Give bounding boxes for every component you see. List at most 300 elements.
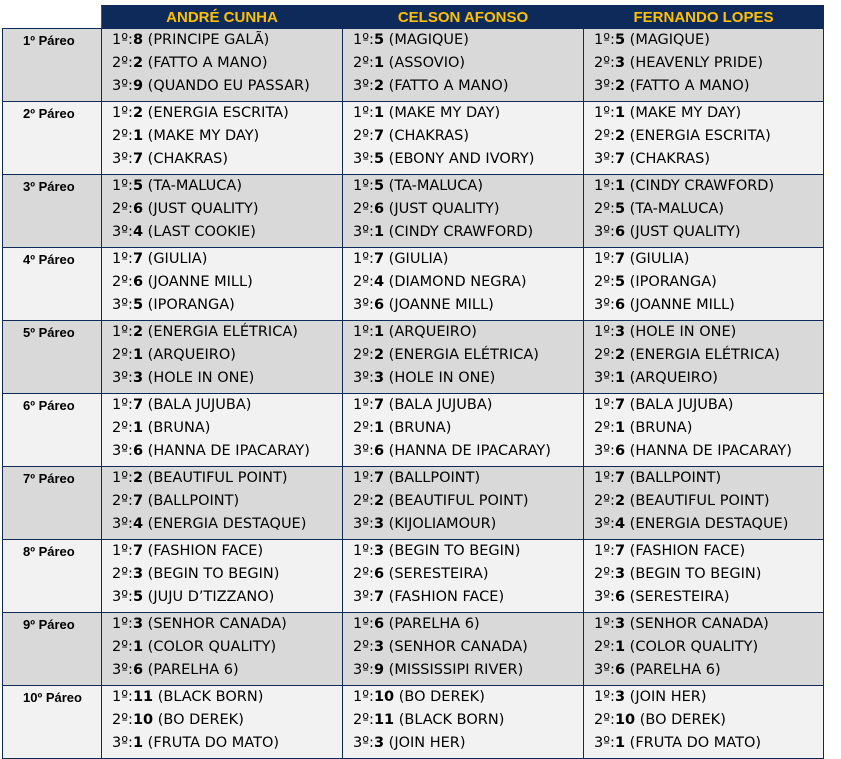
horse-number: 3: [132, 370, 144, 386]
horse-number: 3: [373, 543, 385, 559]
horse-name: (HEAVENLY PRIDE): [629, 55, 763, 71]
horse-number: 3: [373, 370, 385, 386]
place-label: 1º:: [112, 543, 133, 559]
horse-number: 1: [373, 224, 385, 240]
pick-line: [343, 175, 583, 198]
pick-cell: [584, 102, 824, 175]
pick-line: [102, 563, 342, 586]
pick-line: [343, 394, 583, 417]
pick-line: [584, 294, 823, 317]
race-row: [3, 686, 824, 759]
pick-line: [584, 52, 823, 75]
pick-line: [343, 75, 583, 98]
pick-line: [343, 490, 583, 513]
horse-name: (HANNA DE IPACARAY): [629, 443, 792, 459]
horse-name: (FRUTA DO MATO): [629, 735, 762, 751]
pick-line: [343, 440, 583, 463]
place-label: 3º:: [594, 151, 615, 167]
pick-line: [102, 613, 342, 636]
place-label: 3º:: [112, 735, 133, 751]
pick-cell: [343, 102, 584, 175]
place-label: 2º:: [353, 712, 374, 728]
pick-line: [584, 586, 823, 609]
pick-line: [584, 344, 823, 367]
pick-line: [343, 709, 583, 732]
horse-number: 7: [373, 470, 385, 486]
horse-name: (BLACK BORN): [398, 712, 505, 728]
race-label: 3º Páreo: [3, 175, 102, 248]
place-label: 1º:: [594, 324, 615, 340]
place-label: 3º:: [594, 224, 615, 240]
horse-number: 1: [373, 420, 385, 436]
pick-line: [102, 417, 342, 440]
place-label: 2º:: [594, 493, 615, 509]
pick-line: [584, 175, 823, 198]
pick-cell: [343, 175, 584, 248]
pick-line: [584, 636, 823, 659]
horse-name: (ENERGIA ESCRITA): [147, 105, 289, 121]
pick-cell: [102, 540, 343, 613]
horse-number: 2: [373, 78, 385, 94]
race-label: 4º Páreo: [3, 248, 102, 321]
pick-line: [584, 709, 823, 732]
place-label: 1º:: [353, 324, 374, 340]
horse-number: 7: [614, 470, 626, 486]
pick-line: [102, 148, 342, 171]
pick-line: [102, 248, 342, 271]
horse-number: 6: [614, 589, 626, 605]
horse-number: 10: [614, 712, 636, 728]
place-label: 1º:: [353, 689, 374, 705]
horse-name: (CHAKRAS): [388, 128, 470, 144]
place-label: 1º:: [353, 397, 374, 413]
horse-number: 7: [373, 128, 385, 144]
horse-name: (HOLE IN ONE): [629, 324, 737, 340]
horse-number: 1: [132, 639, 144, 655]
horse-name: (HOLE IN ONE): [388, 370, 496, 386]
pick-line: [584, 490, 823, 513]
place-label: 1º:: [112, 32, 133, 48]
horse-number: 7: [614, 151, 626, 167]
pick-cell: [584, 613, 824, 686]
place-label: 1º:: [353, 251, 374, 267]
tips-table-container: [2, 5, 824, 759]
place-label: 2º:: [112, 493, 133, 509]
place-label: 1º:: [353, 178, 374, 194]
race-row: [3, 29, 824, 102]
place-label: 1º:: [353, 616, 374, 632]
place-label: 1º:: [112, 105, 133, 121]
pick-cell: [102, 102, 343, 175]
horse-name: (JOANNE MILL): [629, 297, 735, 313]
pick-cell: [343, 321, 584, 394]
race-label: 8º Páreo: [3, 540, 102, 613]
header-corner: [3, 6, 102, 29]
place-label: 3º:: [594, 78, 615, 94]
place-label: 3º:: [353, 370, 374, 386]
horse-name: (COLOR QUALITY): [147, 639, 277, 655]
place-label: 2º:: [594, 274, 615, 290]
horse-name: (GIULIA): [388, 251, 449, 267]
place-label: 2º:: [353, 566, 374, 582]
place-label: 3º:: [594, 516, 615, 532]
place-label: 2º:: [112, 420, 133, 436]
horse-number: 1: [373, 324, 385, 340]
horse-name: (SENHOR CANADA): [629, 616, 769, 632]
pick-line: [102, 175, 342, 198]
place-label: 2º:: [353, 201, 374, 217]
pick-line: [343, 540, 583, 563]
horse-name: (BO DEREK): [639, 712, 726, 728]
horse-name: (ARQUEIRO): [629, 370, 718, 386]
horse-name: (HOLE IN ONE): [147, 370, 255, 386]
place-label: 3º:: [112, 443, 133, 459]
horse-number: 2: [132, 470, 144, 486]
place-label: 3º:: [112, 589, 133, 605]
horse-number: 3: [614, 55, 626, 71]
pick-line: [343, 367, 583, 390]
pick-cell: [102, 175, 343, 248]
horse-number: 5: [614, 274, 626, 290]
horse-number: 7: [614, 543, 626, 559]
horse-number: 1: [132, 347, 144, 363]
horse-number: 2: [614, 347, 626, 363]
horse-name: (MISSISSIPI RIVER): [388, 662, 524, 678]
place-label: 1º:: [594, 178, 615, 194]
horse-number: 3: [614, 616, 626, 632]
horse-number: 6: [132, 443, 144, 459]
pick-line: [584, 563, 823, 586]
place-label: 2º:: [594, 566, 615, 582]
horse-number: 1: [373, 105, 385, 121]
horse-number: 3: [373, 639, 385, 655]
horse-name: (JUST QUALITY): [629, 224, 741, 240]
place-label: 2º:: [112, 712, 133, 728]
pick-cell: [102, 29, 343, 102]
pick-line: [584, 467, 823, 490]
horse-name: (TA-MALUCA): [388, 178, 483, 194]
race-row: [3, 248, 824, 321]
place-label: 3º:: [353, 78, 374, 94]
pick-line: [584, 198, 823, 221]
pick-line: [584, 686, 823, 709]
horse-name: (FASHION FACE): [388, 589, 505, 605]
horse-name: (ENERGIA DESTAQUE): [629, 516, 789, 532]
pick-line: [102, 686, 342, 709]
horse-name: (SENHOR CANADA): [388, 639, 528, 655]
horse-number: 8: [132, 32, 144, 48]
horse-number: 6: [614, 662, 626, 678]
pick-line: [584, 613, 823, 636]
horse-name: (FATTO A MANO): [388, 78, 509, 94]
pick-cell: [343, 540, 584, 613]
place-label: 2º:: [594, 420, 615, 436]
pick-line: [343, 102, 583, 125]
race-row: [3, 102, 824, 175]
pick-line: [584, 417, 823, 440]
horse-name: (BLACK BORN): [157, 689, 264, 705]
horse-number: 3: [132, 616, 144, 632]
horse-name: (SERESTEIRA): [629, 589, 730, 605]
place-label: 1º:: [594, 616, 615, 632]
pick-cell: [343, 394, 584, 467]
horse-number: 7: [132, 397, 144, 413]
header-celson-afonso: CELSON AFONSO: [343, 6, 584, 29]
horse-number: 2: [373, 493, 385, 509]
pick-line: [343, 148, 583, 171]
place-label: 3º:: [594, 589, 615, 605]
pick-line: [102, 294, 342, 317]
place-label: 2º:: [112, 347, 133, 363]
pick-line: [584, 271, 823, 294]
place-label: 3º:: [353, 443, 374, 459]
horse-name: (JOANNE MILL): [147, 274, 253, 290]
pick-line: [343, 198, 583, 221]
pick-line: [343, 294, 583, 317]
pick-line: [102, 394, 342, 417]
place-label: 3º:: [594, 443, 615, 459]
horse-name: (GIULIA): [629, 251, 690, 267]
place-label: 1º:: [353, 32, 374, 48]
pick-cell: [102, 394, 343, 467]
horse-name: (BEGIN TO BEGIN): [388, 543, 521, 559]
pick-line: [343, 513, 583, 536]
horse-name: (CINDY CRAWFORD): [388, 224, 534, 240]
pick-line: [102, 513, 342, 536]
place-label: 3º:: [112, 370, 133, 386]
horse-number: 1: [373, 55, 385, 71]
horse-number: 2: [614, 493, 626, 509]
horse-number: 5: [373, 32, 385, 48]
horse-number: 7: [132, 251, 144, 267]
horse-number: 2: [614, 78, 626, 94]
place-label: 2º:: [353, 274, 374, 290]
place-label: 2º:: [112, 274, 133, 290]
pick-line: [343, 248, 583, 271]
horse-name: (PARELHA 6): [629, 662, 721, 678]
pick-line: [584, 732, 823, 755]
pick-line: [584, 29, 823, 52]
pick-line: [102, 271, 342, 294]
pick-line: [102, 586, 342, 609]
pick-line: [343, 467, 583, 490]
horse-name: (DIAMOND NEGRA): [388, 274, 527, 290]
horse-name: (JUJU D’TIZZANO): [147, 589, 275, 605]
pick-line: [343, 563, 583, 586]
horse-name: (BEAUTIFUL POINT): [388, 493, 529, 509]
pick-line: [102, 29, 342, 52]
pick-cell: [343, 686, 584, 759]
pick-line: [102, 709, 342, 732]
horse-number: 1: [614, 420, 626, 436]
horse-name: (FASHION FACE): [629, 543, 746, 559]
place-label: 3º:: [353, 589, 374, 605]
horse-number: 6: [373, 566, 385, 582]
place-label: 1º:: [112, 397, 133, 413]
horse-number: 6: [373, 616, 385, 632]
horse-name: (BALLPOINT): [388, 470, 481, 486]
horse-number: 1: [614, 370, 626, 386]
race-row: [3, 467, 824, 540]
horse-name: (JOIN HER): [388, 735, 466, 751]
horse-number: 3: [614, 689, 626, 705]
horse-number: 9: [373, 662, 385, 678]
pick-line: [343, 613, 583, 636]
pick-line: [343, 586, 583, 609]
race-label: 10º Páreo: [3, 686, 102, 759]
horse-number: 7: [373, 397, 385, 413]
pick-cell: [343, 248, 584, 321]
pick-line: [584, 513, 823, 536]
pick-line: [102, 636, 342, 659]
place-label: 2º:: [353, 639, 374, 655]
pick-cell: [584, 394, 824, 467]
horse-number: 3: [614, 324, 626, 340]
pick-line: [102, 467, 342, 490]
horse-name: (IPORANGA): [629, 274, 717, 290]
horse-name: (COLOR QUALITY): [629, 639, 759, 655]
place-label: 1º:: [594, 105, 615, 121]
race-row: [3, 321, 824, 394]
horse-number: 1: [614, 105, 626, 121]
race-label: 2º Páreo: [3, 102, 102, 175]
pick-line: [102, 659, 342, 682]
pick-cell: [102, 321, 343, 394]
place-label: 3º:: [353, 151, 374, 167]
place-label: 1º:: [112, 689, 133, 705]
place-label: 1º:: [594, 397, 615, 413]
horse-number: 4: [373, 274, 385, 290]
pick-line: [343, 125, 583, 148]
horse-name: (ENERGIA DESTAQUE): [147, 516, 307, 532]
horse-name: (EBONY AND IVORY): [388, 151, 535, 167]
pick-line: [102, 221, 342, 244]
tips-table: [2, 5, 824, 759]
horse-number: 5: [132, 589, 144, 605]
place-label: 3º:: [594, 662, 615, 678]
horse-number: 5: [373, 178, 385, 194]
horse-number: 1: [132, 735, 144, 751]
pick-line: [343, 417, 583, 440]
place-label: 2º:: [594, 639, 615, 655]
horse-name: (MAKE MY DAY): [147, 128, 260, 144]
pick-line: [584, 148, 823, 171]
race-row: [3, 394, 824, 467]
horse-name: (TA-MALUCA): [629, 201, 724, 217]
place-label: 1º:: [594, 251, 615, 267]
place-label: 2º:: [594, 712, 615, 728]
race-label: 6º Páreo: [3, 394, 102, 467]
place-label: 3º:: [353, 662, 374, 678]
horse-name: (SERESTEIRA): [388, 566, 489, 582]
horse-number: 5: [132, 297, 144, 313]
race-label: 1º Páreo: [3, 29, 102, 102]
horse-name: (ENERGIA ELÉTRICA): [388, 347, 539, 363]
horse-number: 2: [614, 128, 626, 144]
horse-name: (ARQUEIRO): [147, 347, 236, 363]
place-label: 3º:: [112, 151, 133, 167]
horse-number: 4: [132, 224, 144, 240]
horse-number: 9: [132, 78, 144, 94]
pick-line: [343, 321, 583, 344]
horse-number: 7: [373, 251, 385, 267]
horse-number: 3: [373, 735, 385, 751]
horse-number: 2: [132, 55, 144, 71]
place-label: 2º:: [594, 55, 615, 71]
horse-number: 6: [132, 201, 144, 217]
horse-name: (MAKE MY DAY): [629, 105, 742, 121]
pick-cell: [102, 613, 343, 686]
pick-line: [584, 540, 823, 563]
place-label: 3º:: [353, 735, 374, 751]
horse-name: (GIULIA): [147, 251, 208, 267]
horse-number: 7: [132, 543, 144, 559]
pick-line: [343, 732, 583, 755]
horse-number: 3: [373, 516, 385, 532]
horse-name: (CHAKRAS): [629, 151, 711, 167]
horse-name: (PRINCIPE GALÃ): [147, 32, 270, 48]
pick-cell: [343, 613, 584, 686]
horse-number: 11: [132, 689, 154, 705]
pick-line: [343, 686, 583, 709]
horse-number: 6: [373, 201, 385, 217]
place-label: 2º:: [112, 639, 133, 655]
horse-name: (JOANNE MILL): [388, 297, 494, 313]
horse-number: 2: [132, 324, 144, 340]
place-label: 2º:: [353, 420, 374, 436]
horse-number: 3: [614, 566, 626, 582]
horse-name: (BALA JUJUBA): [629, 397, 734, 413]
place-label: 3º:: [112, 78, 133, 94]
place-label: 2º:: [112, 201, 133, 217]
horse-name: (TA-MALUCA): [147, 178, 242, 194]
pick-line: [343, 29, 583, 52]
horse-number: 1: [614, 639, 626, 655]
horse-name: (BEGIN TO BEGIN): [629, 566, 762, 582]
horse-number: 7: [614, 397, 626, 413]
pick-line: [343, 271, 583, 294]
pick-line: [102, 490, 342, 513]
horse-number: 1: [132, 128, 144, 144]
place-label: 1º:: [353, 470, 374, 486]
horse-name: (JOIN HER): [629, 689, 707, 705]
horse-number: 5: [132, 178, 144, 194]
horse-number: 5: [614, 201, 626, 217]
place-label: 1º:: [594, 543, 615, 559]
horse-number: 6: [132, 662, 144, 678]
pick-line: [584, 321, 823, 344]
horse-name: (MAGIQUE): [629, 32, 710, 48]
horse-name: (FATTO A MANO): [629, 78, 750, 94]
place-label: 3º:: [353, 516, 374, 532]
place-label: 2º:: [353, 55, 374, 71]
horse-name: (HANNA DE IPACARAY): [147, 443, 310, 459]
horse-name: (BEGIN TO BEGIN): [147, 566, 280, 582]
horse-name: (CHAKRAS): [147, 151, 229, 167]
pick-line: [343, 344, 583, 367]
horse-name: (BALA JUJUBA): [388, 397, 493, 413]
place-label: 2º:: [594, 201, 615, 217]
pick-line: [102, 125, 342, 148]
place-label: 1º:: [112, 470, 133, 486]
race-label: 9º Páreo: [3, 613, 102, 686]
horse-name: (FRUTA DO MATO): [147, 735, 280, 751]
horse-number: 7: [132, 493, 144, 509]
horse-number: 1: [614, 178, 626, 194]
horse-name: (FATTO A MANO): [147, 55, 268, 71]
horse-number: 5: [373, 151, 385, 167]
horse-name: (QUANDO EU PASSAR): [147, 78, 310, 94]
